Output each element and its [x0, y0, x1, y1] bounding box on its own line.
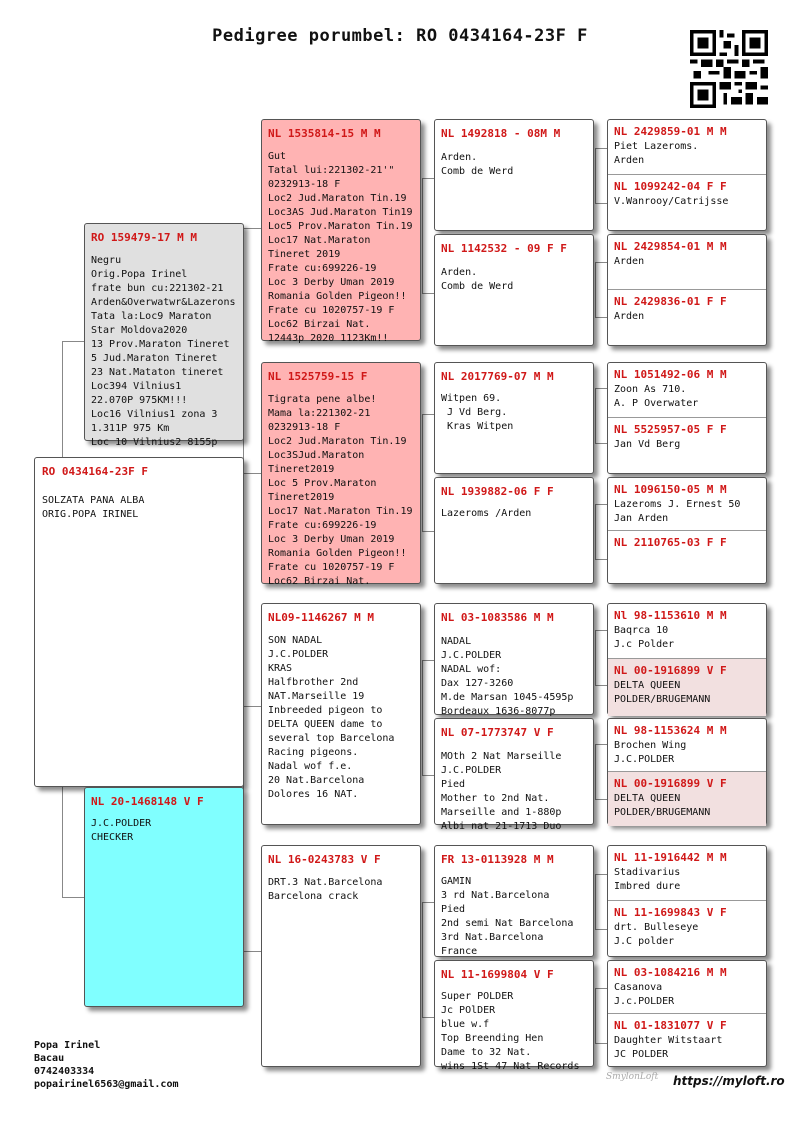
pigeon-card-gen5[interactable] — [608, 363, 766, 417]
pigeon-card-gen4[interactable] — [434, 234, 594, 346]
ring-number: NL 1051492-06 M M — [614, 368, 727, 381]
owner-city: Bacau — [34, 1053, 65, 1064]
ring-number: Nl 98-1153610 M M — [614, 609, 727, 622]
pigeon-details: drt. Bulleseye J.C polder — [614, 922, 699, 947]
ring-number: NL 2429859-01 M M — [614, 125, 727, 138]
ring-number: FR 13-0113928 M M — [441, 853, 554, 866]
pigeon-card-gen5[interactable] — [608, 174, 766, 232]
connector-line — [243, 706, 263, 952]
pigeon-card-gen5[interactable] — [608, 417, 766, 475]
ring-number: NL 2110765-03 F F — [614, 536, 727, 549]
ring-number: NL 2429836-01 F F — [614, 295, 727, 308]
ring-number: NL 1099242-04 F F — [614, 180, 727, 193]
pigeon-details: J.C.POLDER CHECKER — [91, 818, 152, 843]
ring-number: NL 2017769-07 M M — [441, 370, 554, 383]
pigeon-card-gen5[interactable] — [608, 120, 766, 174]
pigeon-card-gen5[interactable] — [608, 771, 766, 826]
ring-number: NL 1939882-06 F F — [441, 485, 554, 498]
qr-code-icon — [690, 30, 768, 108]
pigeon-card-gen3[interactable] — [261, 362, 421, 587]
pigeon-details: Lazeroms J. Ernest 50 Jan Arden — [614, 499, 741, 524]
pigeon-details: SOLZATA PANA ALBA ORIG.POPA IRINEL — [42, 495, 145, 520]
pigeon-card-gen4[interactable] — [434, 477, 594, 584]
owner-contact — [34, 1039, 179, 1091]
pigeon-card-gen5[interactable] — [608, 846, 766, 900]
pigeon-details: Arden. Comb de Werd — [441, 267, 514, 292]
pigeon-card-gen3[interactable] — [261, 845, 421, 1067]
owner-email[interactable]: popairinel6563@gmail.com — [34, 1079, 179, 1090]
ring-number: NL09-1146267 M M — [268, 611, 374, 624]
brand-link[interactable]: https://myloft.ro — [673, 1074, 785, 1088]
owner-name: Popa Irinel — [34, 1040, 101, 1051]
pigeon-details: Daughter Witstaart JC POLDER — [614, 1035, 723, 1060]
ring-number: NL 2429854-01 M M — [614, 240, 727, 253]
pigeon-card-gen4[interactable] — [434, 603, 594, 715]
pigeon-pair-gen5 — [607, 845, 767, 957]
pigeon-card-gen4[interactable] — [434, 718, 594, 832]
ring-number: NL 11-1699843 V F — [614, 906, 727, 919]
pigeon-details: DELTA QUEEN POLDER/BRUGEMANN — [614, 793, 711, 818]
pigeon-details: Super POLDER Jc POlDER blue w.f Top Breending Hen Dame to 32 Nat. wins 1St 47 Nat Records — [441, 991, 580, 1072]
signature-logo: SmylonLoft — [606, 1072, 659, 1082]
pigeon-details: SON NADAL J.C.POLDER KRAS Halfbrother 2nd NAT.Marseille 19 Inbreeded pigeon to DELTA QUEEN dame to several top Barcelona Racing pigeons. Nadal wof f.e. 20 Nat.Barcelona Dolores 16 NAT. — [268, 635, 395, 800]
pigeon-card-gen4[interactable] — [434, 960, 594, 1072]
pigeon-card-gen5[interactable] — [608, 658, 766, 716]
pigeon-card-gen5[interactable] — [608, 719, 766, 771]
pigeon-details: DELTA QUEEN POLDER/BRUGEMANN — [614, 680, 711, 705]
pigeon-card-gen4[interactable] — [434, 119, 594, 231]
pigeon-details: Stadivarius Imbred dure — [614, 867, 681, 892]
ring-number: RO 0434164-23F F — [42, 465, 148, 478]
pigeon-details: Piet Lazeroms. Arden — [614, 141, 699, 166]
pigeon-card-dam[interactable] — [84, 787, 244, 1007]
pigeon-details: MOth 2 Nat Marseille J.C.POLDER Pied Mother to 2nd Nat. Marseille and 1-880p Albi nat 21-1713 Duo — [441, 751, 562, 832]
ring-number: NL 07-1773747 V F — [441, 726, 554, 739]
ring-number: NL 03-1084216 M M — [614, 966, 727, 979]
page-title: Pedigree porumbel: RO 0434164-23F F — [212, 26, 588, 46]
ring-number: NL 1535814-15 M M — [268, 127, 381, 140]
pigeon-card-gen3[interactable] — [261, 603, 421, 825]
ring-number: NL 00-1916899 V F — [614, 664, 727, 677]
pigeon-pair-gen5 — [607, 234, 767, 346]
ring-number: NL 03-1083586 M M — [441, 611, 554, 624]
pigeon-details: Brochen Wing J.C.POLDER — [614, 740, 687, 765]
owner-phone: 0742403334 — [34, 1066, 95, 1077]
pigeon-card-gen5[interactable] — [608, 961, 766, 1013]
ring-number: NL 20-1468148 V F — [91, 795, 204, 808]
ring-number: NL 1142532 - 09 F F — [441, 242, 567, 255]
pigeon-details: DRT.3 Nat.Barcelona Barcelona crack — [268, 877, 383, 902]
ring-number: NL 01-1831077 V F — [614, 1019, 727, 1032]
pigeon-details: NADAL J.C.POLDER NADAL wof: Dax 127-3260 M.de Marsan 1045-4595p Bordeaux 1636-8077p — [441, 636, 574, 717]
pigeon-card-gen4[interactable] — [434, 845, 594, 957]
pigeon-details: Baqrca 10 J.c Polder — [614, 625, 675, 650]
ring-number: RO 159479-17 M M — [91, 231, 197, 244]
ring-number: NL 1525759-15 F — [268, 370, 368, 383]
pigeon-details: Arden — [614, 256, 645, 267]
pigeon-pair-gen5 — [607, 362, 767, 474]
ring-number: NL 1492818 - 08M M — [441, 127, 561, 140]
pigeon-card-gen4[interactable] — [434, 362, 594, 474]
pigeon-pair-gen5 — [607, 119, 767, 231]
pigeon-pair-gen5 — [607, 477, 767, 584]
pigeon-details: Tigrata pene albe! Mama la:221302-21 0232913-18 F Loc2 Jud.Maraton Tin.19 Loc3SJud.Maraton Tineret2019 Loc 5 Prov.Maraton Tineret2019 Loc17 Nat.Maraton Tin.19 Frate cu:699226-19 Loc 3 Derby Uman 2019 Romania Golden Pigeon!! Frate cu 1020757-19 F Loc62 Birzai Nat. — [268, 394, 413, 587]
pigeon-card-gen5[interactable] — [608, 604, 766, 658]
ring-number: NL 1096150-05 M M — [614, 483, 727, 496]
pigeon-card-gen5[interactable] — [608, 235, 766, 289]
ring-number: NL 16-0243783 V F — [268, 853, 381, 866]
pigeon-details: Negru Orig.Popa Irinel frate bun cu:221302-21 Arden&Overwatwr&Lazerons Tata la:Loc9 Maraton Star Moldova2020 13 Prov.Maraton Tineret 5 Jud.Maraton Tineret 23 Nat.Mataton tineret Loc394 Vilnius1 22.070P 975KM!!! Loc16 Vilnius1 zona 3 1.311P 975 Km Loc 10 Vilnius2 8155p — [91, 255, 236, 448]
pigeon-details: Arden — [614, 311, 645, 322]
pigeon-details: Witpen 69. J Vd Berg. Kras Witpen — [441, 393, 514, 432]
pigeon-details: Arden. Comb de Werd — [441, 152, 514, 177]
pigeon-details: Jan Vd Berg — [614, 439, 681, 450]
pigeon-card-sire[interactable] — [84, 223, 244, 448]
pigeon-pair-gen5 — [607, 603, 767, 715]
pigeon-card-gen3[interactable] — [261, 119, 421, 344]
ring-number: NL 98-1153624 M M — [614, 724, 727, 737]
ring-number: NL 11-1916442 M M — [614, 851, 727, 864]
pigeon-card-gen5[interactable] — [608, 1013, 766, 1068]
pigeon-card-subject[interactable] — [34, 457, 244, 787]
pigeon-details: V.Wanrooy/Catrijsse — [614, 196, 729, 207]
pigeon-pair-gen5 — [607, 960, 767, 1067]
pigeon-card-gen5[interactable] — [608, 289, 766, 347]
ring-number: NL 11-1699804 V F — [441, 968, 554, 981]
pigeon-details: Gut Tatal lui:221302-21'" 0232913-18 F Loc2 Jud.Maraton Tin.19 Loc3AS Jud.Maraton Tin19 Loc5 Prov.Maraton Tin.19 Loc17 Nat.Maraton Tineret 2019 Frate cu:699226-19 Loc 3 Derby Uman 2019 Romania Golden Pigeon!! Frate cu 1020757-19 F Loc62 Birzai Nat. 12443p 2020 1123Km!! — [268, 151, 413, 344]
ring-number: NL 00-1916899 V F — [614, 777, 727, 790]
pigeon-details: Casanova J.c.POLDER — [614, 982, 675, 1007]
pigeon-card-gen5[interactable] — [608, 530, 766, 585]
pigeon-pair-gen5 — [607, 718, 767, 825]
pigeon-details: Zoon As 710. A. P Overwater — [614, 384, 699, 409]
ring-number: NL 5525957-05 F F — [614, 423, 727, 436]
pigeon-card-gen5[interactable] — [608, 900, 766, 958]
pigeon-details: Lazeroms /Arden — [441, 508, 532, 519]
connector-line — [243, 228, 263, 474]
pigeon-details: GAMIN 3 rd Nat.Barcelona Pied 2nd semi Nat Barcelona 3rd Nat.Barcelona France — [441, 876, 574, 957]
pigeon-card-gen5[interactable] — [608, 478, 766, 530]
